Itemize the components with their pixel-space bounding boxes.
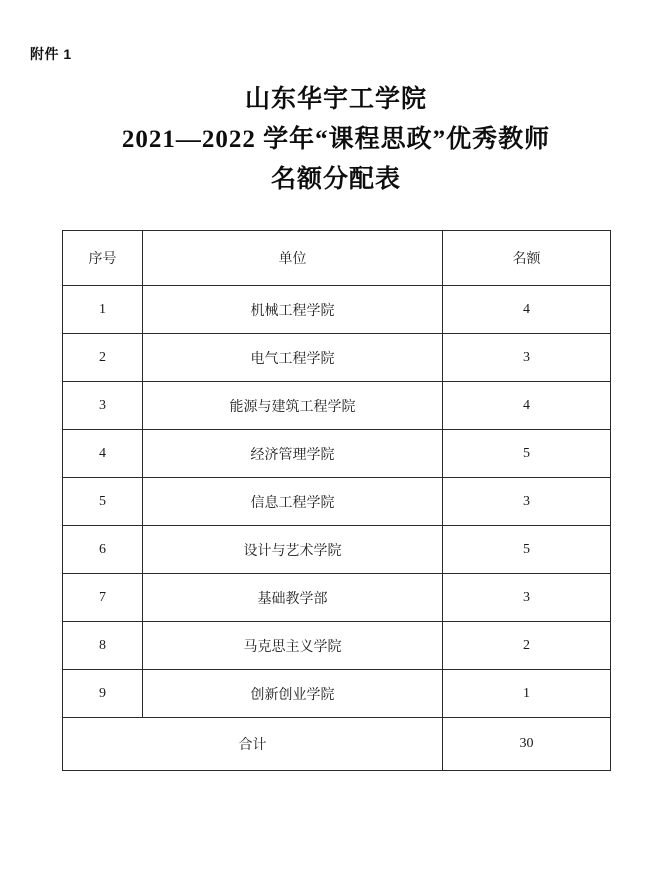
cell-unit: 马克思主义学院 [143, 622, 443, 670]
table-row [63, 574, 611, 622]
cell-quota: 2 [443, 622, 611, 670]
cell-no: 5 [63, 478, 143, 526]
table-header [63, 231, 611, 286]
cell-unit: 电气工程学院 [143, 334, 443, 382]
column-header-unit: 单位 [143, 231, 443, 286]
table-row [63, 622, 611, 670]
cell-unit: 机械工程学院 [143, 286, 443, 334]
column-header-no: 序号 [63, 231, 143, 286]
table-header-row [63, 231, 611, 286]
cell-quota: 5 [443, 526, 611, 574]
cell-no: 1 [63, 286, 143, 334]
table-row [63, 430, 611, 478]
total-label: 合计 [63, 718, 443, 771]
document-title [0, 80, 672, 200]
table-row [63, 526, 611, 574]
cell-no: 7 [63, 574, 143, 622]
title-line-3: 名额分配表 [270, 166, 401, 193]
table-total-row [63, 718, 611, 771]
cell-unit: 基础教学部 [143, 574, 443, 622]
cell-no: 8 [63, 622, 143, 670]
title-line-1: 山东华宇工学院 [244, 86, 427, 113]
cell-quota: 3 [443, 574, 611, 622]
attachment-label: 附件 1 [30, 46, 72, 62]
cell-quota: 3 [443, 478, 611, 526]
table-row [63, 478, 611, 526]
cell-quota: 1 [443, 670, 611, 718]
allocation-table-wrapper [62, 230, 610, 771]
cell-no: 6 [63, 526, 143, 574]
allocation-table [62, 230, 611, 771]
cell-quota: 4 [443, 382, 611, 430]
cell-unit: 经济管理学院 [143, 430, 443, 478]
table-row [63, 334, 611, 382]
cell-no: 3 [63, 382, 143, 430]
cell-no: 4 [63, 430, 143, 478]
cell-unit: 信息工程学院 [143, 478, 443, 526]
cell-unit: 创新创业学院 [143, 670, 443, 718]
cell-unit: 能源与建筑工程学院 [143, 382, 443, 430]
cell-quota: 3 [443, 334, 611, 382]
cell-unit: 设计与艺术学院 [143, 526, 443, 574]
table-row [63, 382, 611, 430]
title-line-2: 2021—2022 学年“课程思政”优秀教师 [121, 126, 551, 153]
table-row [63, 286, 611, 334]
cell-quota: 4 [443, 286, 611, 334]
total-quota: 30 [443, 718, 611, 771]
cell-quota: 5 [443, 430, 611, 478]
column-header-quota: 名额 [443, 231, 611, 286]
cell-no: 2 [63, 334, 143, 382]
table-row [63, 670, 611, 718]
table-body [63, 286, 611, 771]
cell-no: 9 [63, 670, 143, 718]
